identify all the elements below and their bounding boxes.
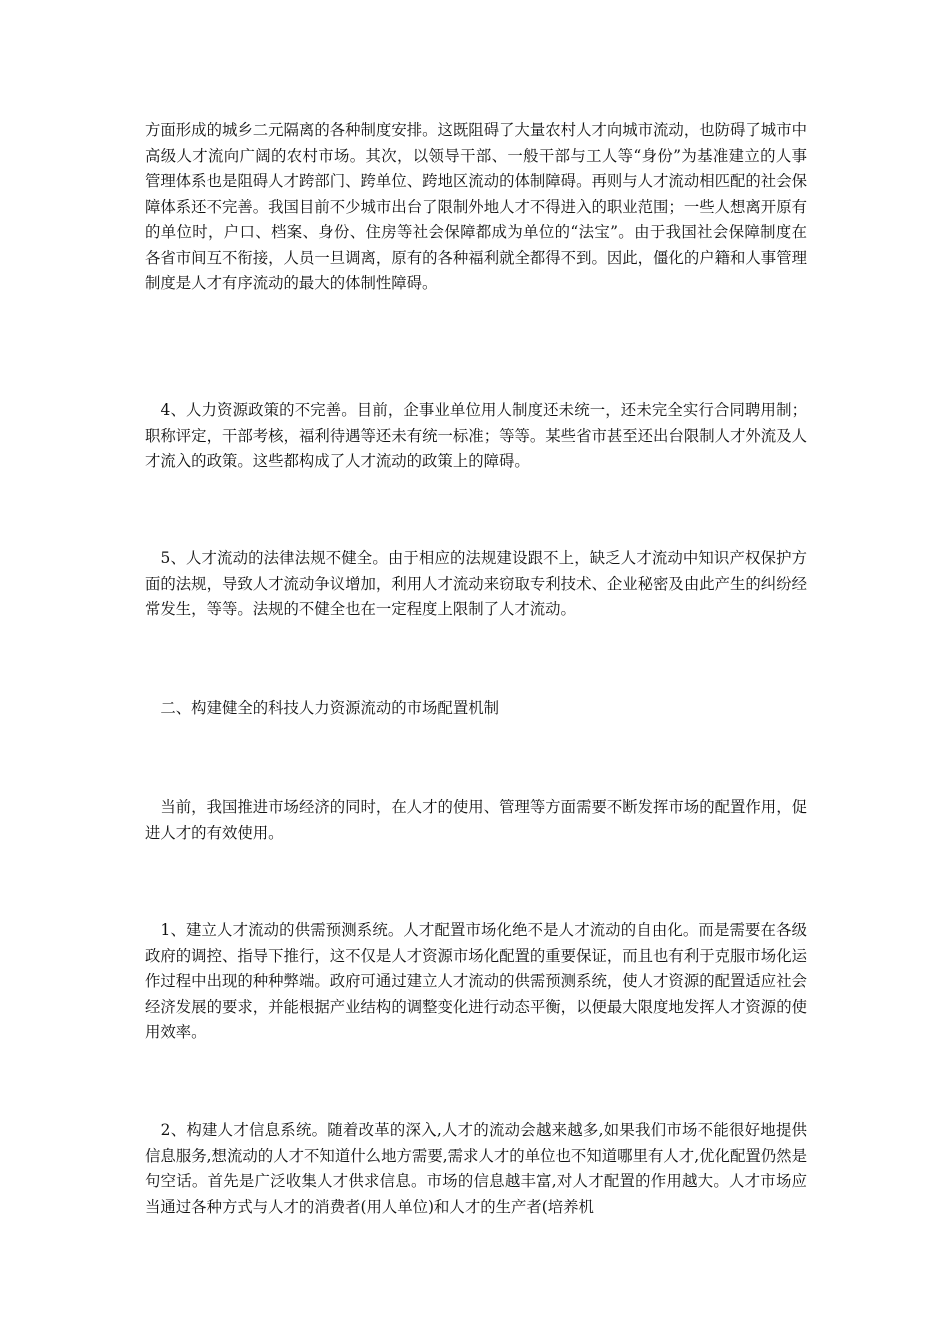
paragraph-hr-policy: 4、人力资源政策的不完善。目前，企事业单位用人制度还未统一，还未完全实行合同聘用制；职称评定，干部考核，福利待遇等还未有统一标准；等等。某些省市甚至还出台限制人才外流及人才流入的政策。这些都构成了人才流动的政策上的障碍。 [145, 401, 807, 470]
paragraph-supply-demand-forecast: 1、建立人才流动的供需预测系统。人才配置市场化绝不是人才流动的自由化。而是需要在各级政府的调控、指导下推行，这不仅是人才资源市场化配置的重要保证，而且也有利于克服市场化运作过程中出现的种种弊端。政府可通过建立人才流动的供需预测系统，使人才资源的配置适应社会经济发展的要求，并能根据产业结构的调整变化进行动态平衡，以便最大限度地发挥人才资源的使用效率。 [145, 921, 807, 1041]
paragraph-market-intro: 当前，我国推进市场经济的同时，在人才的使用、管理等方面需要不断发挥市场的配置作用，促进人才的有效使用。 [145, 798, 807, 842]
paragraph-talent-information-system: 2、构建人才信息系统。随着改革的深入,人才的流动会越来越多,如果我们市场不能很好地提供信息服务,想流动的人才不知道什么地方需要,需求人才的单位也不知道哪里有人才,优化配置仍然是句空话。首先是广泛收集人才供求信息。市场的信息越丰富,对人才配置的作用越大。人才市场应当通过各种方式与人才的消费者(用人单位)和人才的生产者(培养机 [145, 1121, 807, 1216]
paragraph-legal-framework: 5、人才流动的法律法规不健全。由于相应的法规建设跟不上，缺乏人才流动中知识产权保护方面的法规，导致人才流动争议增加，利用人才流动来窃取专利技术、企业秘密及由此产生的纠纷经常发生，等等。法规的不健全也在一定程度上限制了人才流动。 [145, 549, 807, 618]
paragraph-institutional-barriers: 方面形成的城乡二元隔离的各种制度安排。这既阻碍了大量农村人才向城市流动，也防碍了城市中高级人才流向广阔的农村市场。其次，以领导干部、一般干部与工人等“身份”为基准建立的人事管理体系也是阻碍人才跨部门、跨单位、跨地区流动的体制障碍。再则与人才流动相匹配的社会保障体系还不完善。我国目前不少城市出台了限制外地人才不得进入的职业范围；一些人想离开原有的单位时，户口、档案、身份、住房等社会保障都成为单位的“法宝”。由于我国社会保障制度在各省市间互不衔接，人员一旦调离，原有的各种福利就全都得不到。因此，僵化的户籍和人事管理制度是人才有序流动的最大的体制性障碍。 [145, 121, 807, 292]
section-heading-market-mechanism: 二、构建健全的科技人力资源流动的市场配置机制 [145, 699, 499, 717]
